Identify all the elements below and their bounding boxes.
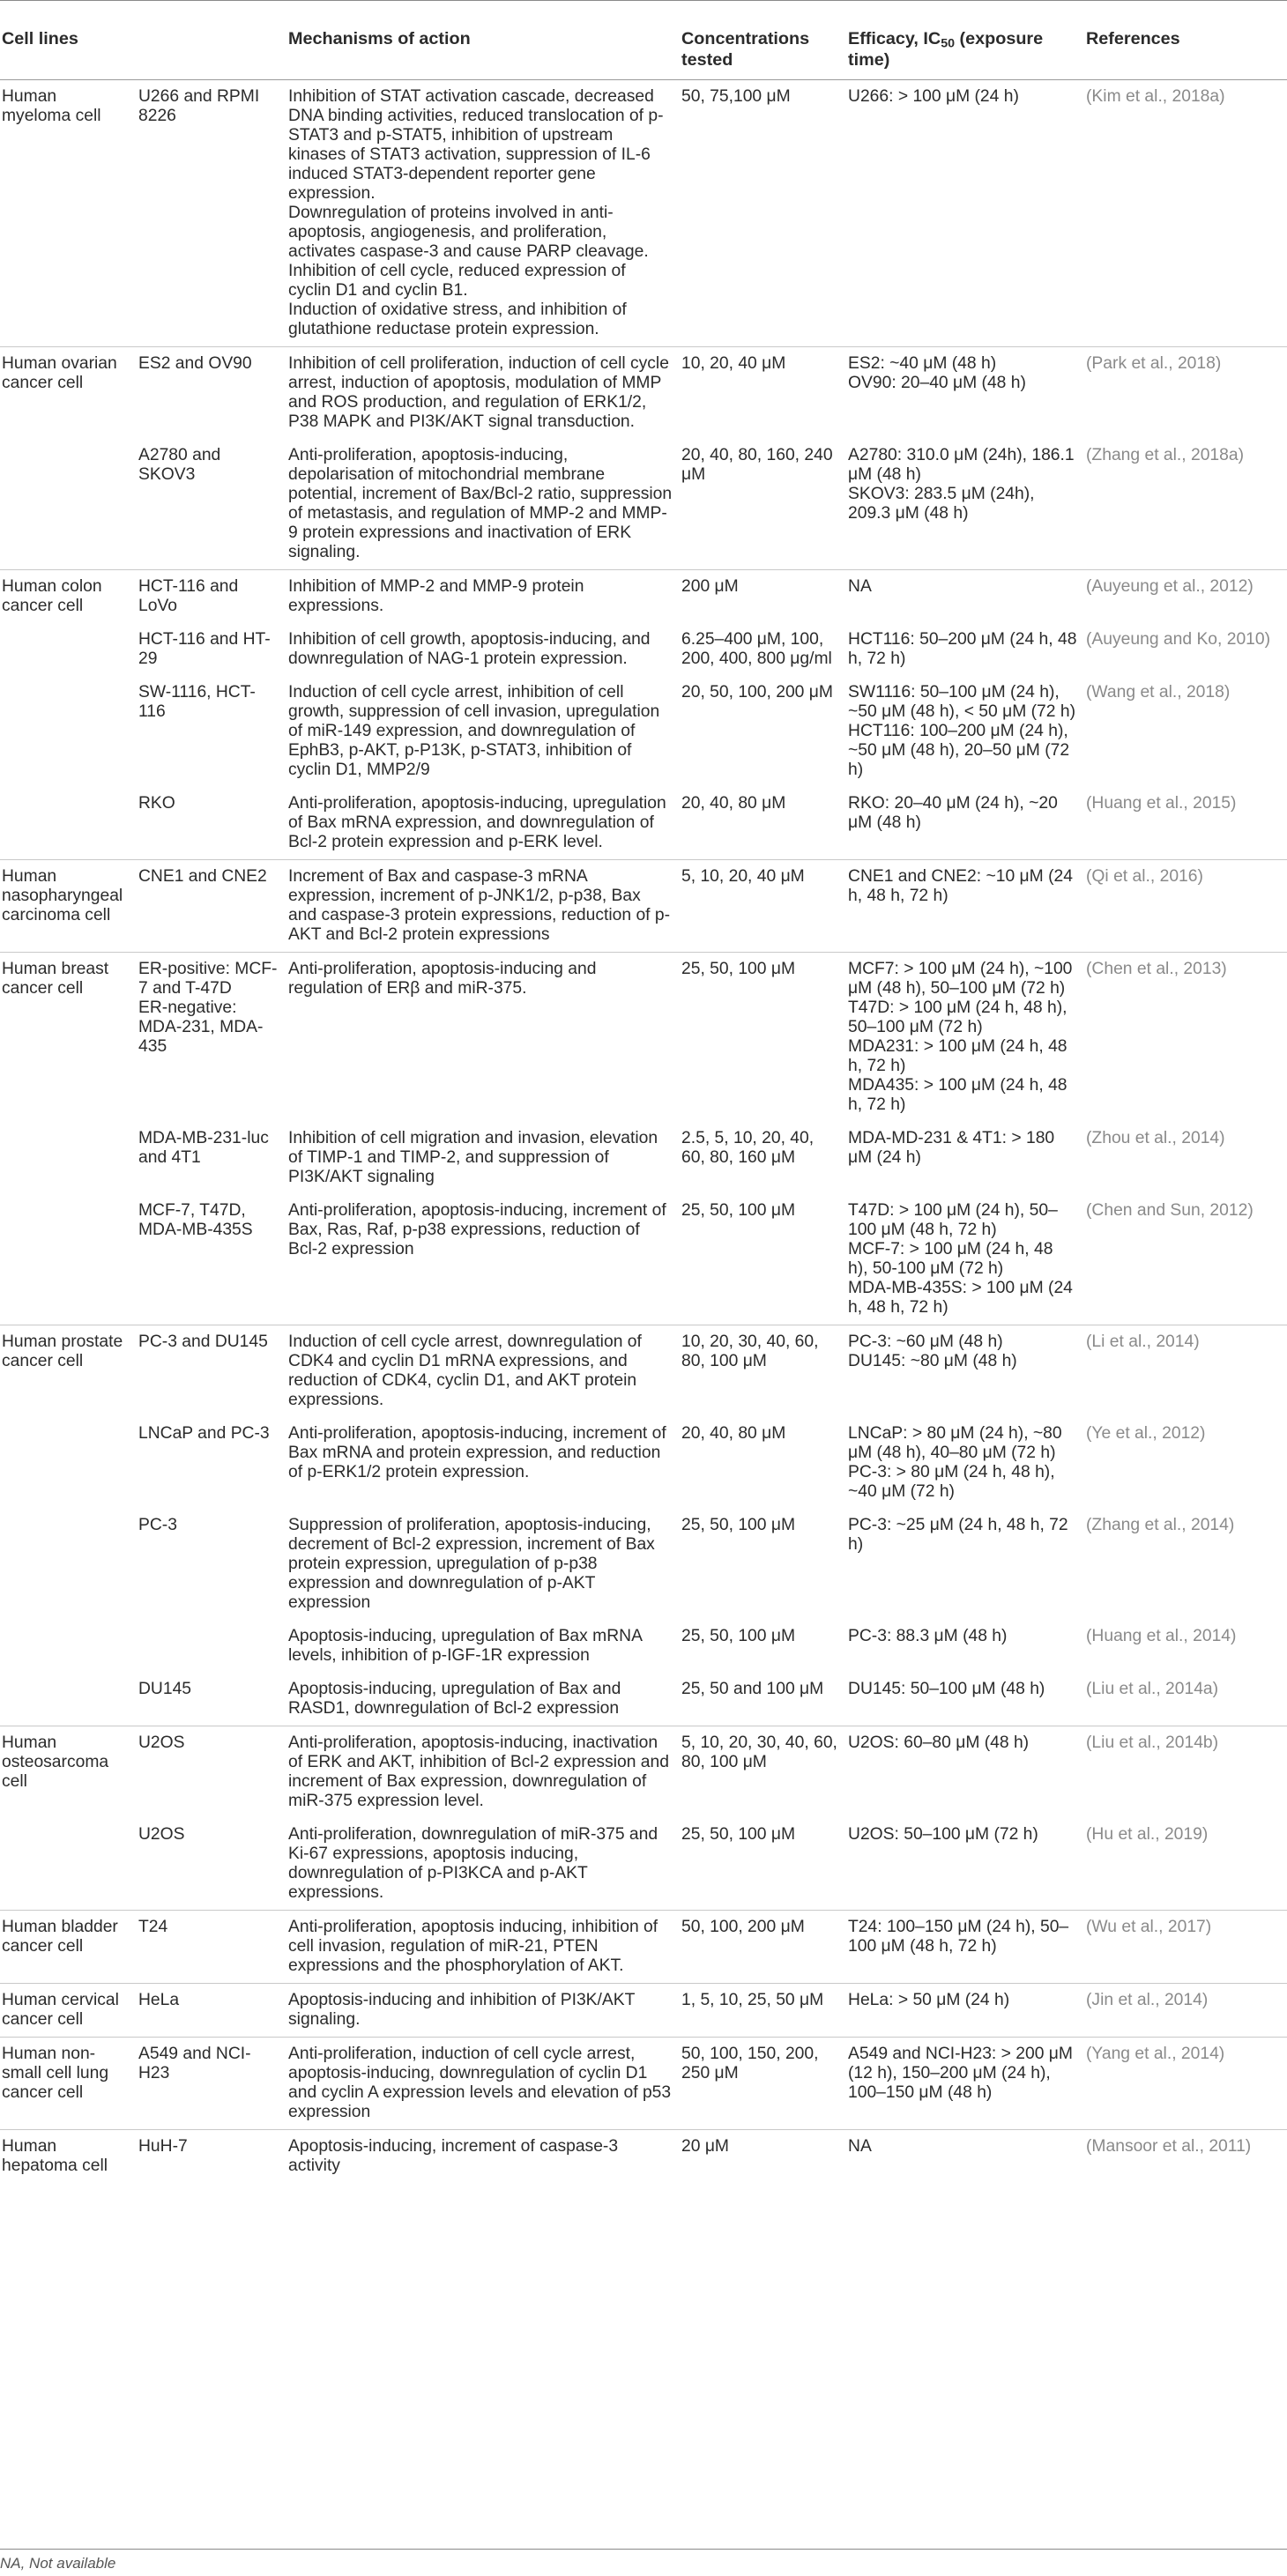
mechanism: Induction of cell cycle arrest, downregulation of CDK4 and cyclin D1 mRNA expressions, and reduction of CDK4, cyclin D1, and AKT protein expressions. bbox=[286, 1325, 680, 1418]
reference[interactable]: (Hu et al., 2019) bbox=[1086, 1825, 1209, 1844]
cell-line: HuH-7 bbox=[137, 2130, 286, 2184]
table-row bbox=[0, 1509, 1287, 1620]
cell-line: PC-3 bbox=[138, 1516, 177, 1534]
cell-line bbox=[137, 1620, 286, 1673]
cell-line: RKO bbox=[138, 794, 175, 813]
cell-line: HCT-116 and HT-29 bbox=[138, 630, 271, 668]
efficacy: A2780: 310.0 μM (24h), 186.1 μM (48 h) SKOV3: 283.5 μM (24h), 209.3 μM (48 h) bbox=[848, 446, 1075, 523]
cell-line: HCT-116 and LoVo bbox=[137, 570, 286, 624]
concentration: 20, 40, 80 μM bbox=[681, 1424, 786, 1443]
concentration: 50, 75,100 μM bbox=[681, 87, 791, 106]
reference[interactable]: (Li et al., 2014) bbox=[1084, 1325, 1287, 1418]
efficacy: NA bbox=[846, 570, 1084, 624]
reference[interactable]: (Wang et al., 2018) bbox=[1086, 683, 1231, 702]
concentration: 5, 10, 20, 30, 40, 60, 80, 100 μM bbox=[680, 1726, 846, 1819]
concentration: 50, 100, 150, 200, 250 μM bbox=[680, 2038, 846, 2130]
mechanism: Anti-proliferation, downregulation of miR-375 and Ki-67 expressions, apoptosis inducing, downregulation of p-PI3KCA and p-AKT expressions. bbox=[288, 1825, 658, 1902]
table-row bbox=[0, 1325, 1287, 1418]
data-table bbox=[0, 12, 1287, 2183]
cell-group: Human non-small cell lung cancer cell bbox=[0, 2038, 137, 2130]
table-row bbox=[0, 439, 1287, 570]
table-row bbox=[0, 787, 1287, 860]
table-row bbox=[0, 953, 1287, 1123]
concentration: 5, 10, 20, 40 μM bbox=[680, 860, 846, 953]
mechanism: Apoptosis-inducing and inhibition of PI3K/AKT signaling. bbox=[286, 1984, 680, 2038]
concentration: 200 μM bbox=[680, 570, 846, 624]
mechanism: Anti-proliferation, apoptosis-inducing, upregulation of Bax mRNA expression, and downregulation of Bcl-2 protein expression and p-ERK level. bbox=[288, 794, 666, 851]
header-cell-lines: Cell lines bbox=[0, 12, 286, 80]
efficacy: NA bbox=[846, 2130, 1084, 2184]
cell-group bbox=[0, 1818, 137, 1911]
cell-line: LNCaP and PC-3 bbox=[138, 1424, 270, 1443]
header-efficacy bbox=[846, 12, 1084, 80]
cell-group bbox=[0, 1194, 137, 1325]
cell-line: DU145 bbox=[138, 1680, 192, 1698]
cell-group: Human myeloma cell bbox=[2, 87, 101, 125]
mechanism: Anti-proliferation, apoptosis-inducing, inactivation of ERK and AKT, inhibition of Bcl-2 expression and increment of Bax expression, downregulation of miR-375 expression level. bbox=[286, 1726, 680, 1819]
table-row bbox=[0, 1984, 1287, 2038]
mechanism: Inhibition of cell growth, apoptosis-inducing, and downregulation of NAG-1 protein expression. bbox=[288, 630, 651, 668]
efficacy: CNE1 and CNE2: ~10 μM (24 h, 48 h, 72 h) bbox=[846, 860, 1084, 953]
top-rule bbox=[0, 0, 1287, 1]
efficacy: RKO: 20–40 μM (24 h), ~20 μM (48 h) bbox=[848, 794, 1058, 832]
table-row bbox=[0, 1620, 1287, 1673]
header-efficacy-suffix: (exposure time) bbox=[848, 29, 1044, 70]
reference[interactable]: (Liu et al., 2014a) bbox=[1086, 1680, 1219, 1698]
cell-line: ES2 and OV90 bbox=[137, 347, 286, 440]
reference[interactable]: (Huang et al., 2015) bbox=[1086, 794, 1237, 813]
footnote: NA, Not available bbox=[0, 2555, 116, 2572]
header-concentrations: Concentrations tested bbox=[680, 12, 846, 80]
concentration: 10, 20, 40 μM bbox=[680, 347, 846, 440]
concentration: 20, 40, 80, 160, 240 μM bbox=[681, 446, 833, 484]
cell-group: Human nasopharyngeal carcinoma cell bbox=[0, 860, 137, 953]
concentration: 6.25–400 μM, 100, 200, 400, 800 μg/ml bbox=[681, 630, 832, 668]
concentration: 10, 20, 30, 40, 60, 80, 100 μM bbox=[680, 1325, 846, 1418]
efficacy: MCF7: > 100 μM (24 h), ~100 μM (48 h), 50–100 μM (72 h) T47D: > 100 μM (24 h, 48 h), 50–100 μM (72 h) MDA231: > 100 μM (24 h, 48 h, 72 h) MDA435: > 100 μM (24 h, 48 h, 72 h) bbox=[846, 953, 1084, 1123]
efficacy: A549 and NCI-H23: > 200 μM (12 h), 150–200 μM (24 h), 100–150 μM (48 h) bbox=[846, 2038, 1084, 2130]
reference[interactable]: (Chen et al., 2013) bbox=[1084, 953, 1287, 1123]
cell-group bbox=[0, 439, 137, 570]
efficacy: PC-3: 88.3 μM (48 h) bbox=[848, 1627, 1008, 1645]
reference[interactable]: (Auyeung et al., 2012) bbox=[1084, 570, 1287, 624]
efficacy: DU145: 50–100 μM (48 h) bbox=[848, 1680, 1045, 1698]
cell-group: Human cervical cancer cell bbox=[0, 1984, 137, 2038]
cell-group: Human colon cancer cell bbox=[0, 570, 137, 624]
concentration: 50, 100, 200 μM bbox=[680, 1911, 846, 1984]
reference[interactable]: (Park et al., 2018) bbox=[1084, 347, 1287, 440]
reference[interactable]: (Chen and Sun, 2012) bbox=[1086, 1201, 1254, 1220]
efficacy: PC-3: ~25 μM (24 h, 48 h, 72 h) bbox=[848, 1516, 1068, 1554]
cell-group: Human prostate cancer cell bbox=[0, 1325, 137, 1418]
cell-line: U2OS bbox=[138, 1825, 185, 1844]
table-row bbox=[0, 1726, 1287, 1819]
header-references: References bbox=[1084, 12, 1287, 80]
cell-group bbox=[0, 623, 137, 676]
reference[interactable]: (Kim et al., 2018a) bbox=[1086, 87, 1225, 106]
efficacy: MDA-MD-231 & 4T1: > 180 μM (24 h) bbox=[848, 1129, 1055, 1167]
concentration: 25, 50, 100 μM bbox=[680, 953, 846, 1123]
concentration: 20 μM bbox=[680, 2130, 846, 2184]
cell-group bbox=[0, 1509, 137, 1620]
mechanism: Apoptosis-inducing, upregulation of Bax mRNA levels, inhibition of p-IGF-1R expression bbox=[288, 1627, 642, 1665]
efficacy: T24: 100–150 μM (24 h), 50–100 μM (48 h, 72 h) bbox=[846, 1911, 1084, 1984]
cell-group: Human bladder cancer cell bbox=[0, 1911, 137, 1984]
concentration: 25, 50, 100 μM bbox=[681, 1201, 796, 1220]
cell-group: Human hepatoma cell bbox=[0, 2130, 137, 2184]
table-row bbox=[0, 860, 1287, 953]
header-mechanisms: Mechanisms of action bbox=[286, 12, 680, 80]
table-row bbox=[0, 570, 1287, 624]
mechanism: Induction of cell cycle arrest, inhibition of cell growth, suppression of cell invasion, upregulation of miR-149 expression, and downregulation of EphB3, p-AKT, p-P13K, p-STAT3, inhibition of cyclin D1, MMP2/9 bbox=[288, 683, 660, 779]
reference[interactable]: (Qi et al., 2016) bbox=[1084, 860, 1287, 953]
mechanism: Anti-proliferation, induction of cell cycle arrest, apoptosis-inducing, downregulation of cyclin D1 and cyclin A expression levels and elevation of p53 expression bbox=[286, 2038, 680, 2130]
concentration: 2.5, 5, 10, 20, 40, 60, 80, 160 μM bbox=[681, 1129, 815, 1167]
table-row bbox=[0, 676, 1287, 787]
concentration: 20, 50, 100, 200 μM bbox=[681, 683, 833, 702]
reference[interactable]: (Ye et al., 2012) bbox=[1086, 1424, 1206, 1443]
header-efficacy-text: Efficacy, IC bbox=[848, 29, 941, 48]
cell-line: T24 bbox=[137, 1911, 286, 1984]
mechanism: Anti-proliferation, apoptosis-inducing, increment of Bax, Ras, Raf, p-p38 expressions, reduction of Bcl-2 expression bbox=[288, 1201, 666, 1258]
mechanism: Increment of Bax and caspase-3 mRNA expression, increment of p-JNK1/2, p-p38, Bax and caspase-3 protein expressions, reduction of p-AKT and Bcl-2 protein expressions bbox=[286, 860, 680, 953]
cell-group bbox=[0, 1620, 137, 1673]
cell-group bbox=[0, 1122, 137, 1194]
efficacy: T47D: > 100 μM (24 h), 50–100 μM (48 h, 72 h) MCF-7: > 100 μM (24 h, 48 h), 50-100 μM (72 h) MDA-MB-435S: > 100 μM (24 h, 48 h, 72 h) bbox=[848, 1201, 1073, 1317]
cell-line: MDA-MB-231-luc and 4T1 bbox=[138, 1129, 269, 1167]
efficacy: U2OS: 50–100 μM (72 h) bbox=[848, 1825, 1038, 1844]
table-row bbox=[0, 80, 1287, 347]
reference[interactable]: (Mansoor et al., 2011) bbox=[1084, 2130, 1287, 2184]
mechanism: Anti-proliferation, apoptosis inducing, inhibition of cell invasion, regulation of miR-21, PTEN expressions and the phosphorylation of AKT. bbox=[286, 1911, 680, 1984]
mechanism: Inhibition of STAT activation cascade, decreased DNA binding activities, reduced translocation of p-STAT3 and p-STAT5, inhibition of upstream kinases of STAT3 activation, suppression of IL-6 induced STAT3-dependent reporter gene expression. Downregulation of proteins involved in anti-apoptosis, angiogenesis, and proliferation, activates caspase-3 and cause PARP cleavage. Inhibition of cell cycle, reduced expression of cyclin D1 and cyclin B1. Induction of oxidative stress, and inhibition of glutathione reductase protein expression. bbox=[288, 87, 664, 338]
cell-line: U2OS bbox=[137, 1726, 286, 1819]
table-body bbox=[0, 80, 1287, 2184]
table-row bbox=[0, 1417, 1287, 1509]
efficacy: U2OS: 60–80 μM (48 h) bbox=[846, 1726, 1084, 1819]
cell-line: U266 and RPMI 8226 bbox=[138, 87, 260, 125]
table-row bbox=[0, 2130, 1287, 2184]
reference[interactable]: (Zhang et al., 2014) bbox=[1086, 1516, 1235, 1534]
concentration: 25, 50, 100 μM bbox=[681, 1825, 796, 1844]
mechanism: Anti-proliferation, apoptosis-inducing and regulation of ERβ and miR-375. bbox=[286, 953, 680, 1123]
cell-line: HeLa bbox=[137, 1984, 286, 2038]
table-row bbox=[0, 1122, 1287, 1194]
cell-line: SW-1116, HCT-116 bbox=[138, 683, 256, 721]
mechanism: Inhibition of cell migration and invasion, elevation of TIMP-1 and TIMP-2, and suppression of PI3K/AKT signaling bbox=[288, 1129, 658, 1186]
table-row bbox=[0, 1911, 1287, 1984]
cell-group bbox=[0, 787, 137, 860]
efficacy: U266: > 100 μM (24 h) bbox=[848, 87, 1019, 106]
concentration: 20, 40, 80 μM bbox=[681, 794, 786, 813]
cell-line: MCF-7, T47D, MDA-MB-435S bbox=[138, 1201, 253, 1239]
mechanism: Inhibition of cell proliferation, induction of cell cycle arrest, induction of apoptosis, modulation of MMP and ROS production, and regulation of ERK1/2, P38 MAPK and PI3K/AKT signal transduction. bbox=[286, 347, 680, 440]
concentration: 25, 50 and 100 μM bbox=[681, 1680, 824, 1698]
mechanism: Apoptosis-inducing, increment of caspase-3 activity bbox=[286, 2130, 680, 2184]
cell-group: Human osteosarcoma cell bbox=[0, 1726, 137, 1819]
cell-line: CNE1 and CNE2 bbox=[137, 860, 286, 953]
efficacy: ES2: ~40 μM (48 h) OV90: 20–40 μM (48 h) bbox=[846, 347, 1084, 440]
cell-group bbox=[0, 1673, 137, 1726]
cell-line: A549 and NCI-H23 bbox=[137, 2038, 286, 2130]
efficacy: HeLa: > 50 μM (24 h) bbox=[846, 1984, 1084, 2038]
table-row bbox=[0, 1194, 1287, 1325]
mechanism: Inhibition of MMP-2 and MMP-9 protein expressions. bbox=[286, 570, 680, 624]
cell-line: PC-3 and DU145 bbox=[137, 1325, 286, 1418]
concentration: 25, 50, 100 μM bbox=[681, 1627, 796, 1645]
concentration: 25, 50, 100 μM bbox=[681, 1516, 796, 1534]
bottom-rule bbox=[0, 2549, 1287, 2550]
cell-group bbox=[0, 1417, 137, 1509]
table-row bbox=[0, 347, 1287, 440]
table-row bbox=[0, 1818, 1287, 1911]
reference[interactable]: (Wu et al., 2017) bbox=[1084, 1911, 1287, 1984]
mechanism: Suppression of proliferation, apoptosis-inducing, decrement of Bcl-2 expression, increment of Bax protein expression, upregulation of p-p38 expression and downregulation of p-AKT expression bbox=[288, 1516, 655, 1612]
efficacy: SW1116: 50–100 μM (24 h), ~50 μM (48 h), < 50 μM (72 h) HCT116: 100–200 μM (24 h), ~50 μM (48 h), 20–50 μM (72 h) bbox=[848, 683, 1076, 779]
reference[interactable]: (Jin et al., 2014) bbox=[1084, 1984, 1287, 2038]
reference[interactable]: (Liu et al., 2014b) bbox=[1084, 1726, 1287, 1819]
efficacy: HCT116: 50–200 μM (24 h, 48 h, 72 h) bbox=[848, 630, 1077, 668]
reference[interactable]: (Huang et al., 2014) bbox=[1086, 1627, 1237, 1645]
table-row bbox=[0, 623, 1287, 676]
header-row bbox=[0, 12, 1287, 80]
reference[interactable]: (Yang et al., 2014) bbox=[1084, 2038, 1287, 2130]
cell-line: ER-positive: MCF-7 and T-47D ER-negative: MDA-231, MDA-435 bbox=[137, 953, 286, 1123]
cell-line: A2780 and SKOV3 bbox=[138, 446, 221, 484]
header-efficacy-sub: 50 bbox=[941, 36, 956, 51]
efficacy: PC-3: ~60 μM (48 h) DU145: ~80 μM (48 h) bbox=[846, 1325, 1084, 1418]
reference[interactable]: (Zhang et al., 2018a) bbox=[1086, 446, 1245, 464]
efficacy: LNCaP: > 80 μM (24 h), ~80 μM (48 h), 40–80 μM (72 h) PC-3: > 80 μM (24 h, 48 h), ~40 μM (72 h) bbox=[848, 1424, 1062, 1501]
table-row bbox=[0, 1673, 1287, 1726]
mechanism: Anti-proliferation, apoptosis-inducing, increment of Bax mRNA and protein expression, and reduction of p-ERK1/2 protein expression. bbox=[288, 1424, 666, 1481]
cell-group: Human ovarian cancer cell bbox=[0, 347, 137, 440]
mechanism: Apoptosis-inducing, upregulation of Bax and RASD1, downregulation of Bcl-2 expression bbox=[288, 1680, 621, 1718]
cell-group bbox=[0, 676, 137, 787]
table-row bbox=[0, 2038, 1287, 2130]
concentration: 1, 5, 10, 25, 50 μM bbox=[680, 1984, 846, 2038]
reference[interactable]: (Auyeung and Ko, 2010) bbox=[1086, 630, 1271, 649]
mechanism: Anti-proliferation, apoptosis-inducing, depolarisation of mitochondrial membrane potential, increment of Bax/Bcl-2 ratio, suppression of metastasis, and regulation of MMP-2 and MMP-9 protein expressions and inactivation of ERK signaling. bbox=[288, 446, 673, 561]
reference[interactable]: (Zhou et al., 2014) bbox=[1086, 1129, 1225, 1147]
cell-group: Human breast cancer cell bbox=[0, 953, 137, 1123]
